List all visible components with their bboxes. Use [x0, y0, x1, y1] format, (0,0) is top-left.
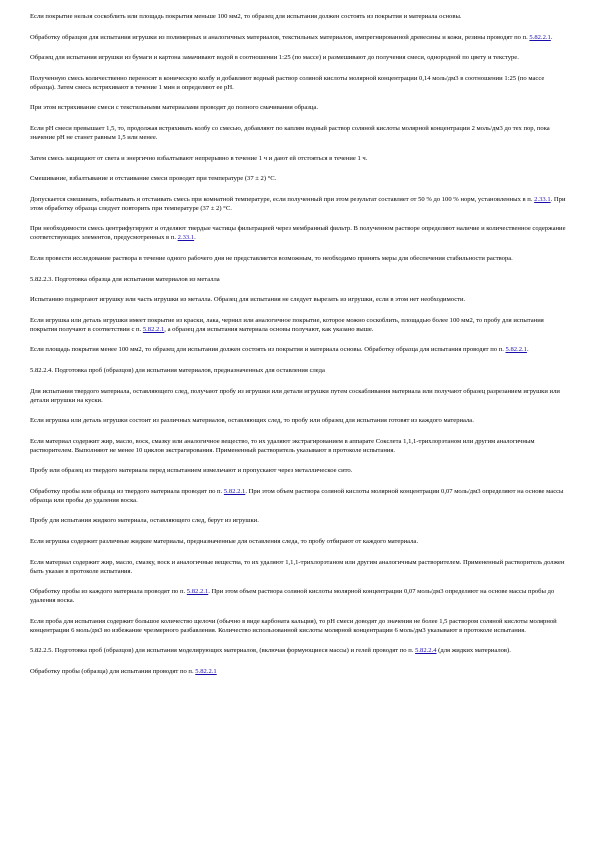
paragraph [30, 74, 570, 92]
paragraph-text: Обработку образцов для испытания игрушки из полимерных и аналогичных материалов, текстильных материалов, импрегнированной древесины и кожи, резины проводят по п. [30, 33, 530, 41]
paragraph-text: Смешивание, взбалтывание и отстаивание смеси проводят при температуре (37 ± 2) °С. [30, 175, 277, 183]
paragraph [30, 437, 570, 455]
paragraph-text: , а образец для испытания материала основы получают, как указано выше. [164, 325, 374, 333]
section-reference-link[interactable]: 5.82.2.1 [529, 33, 551, 41]
paragraph-text: . [194, 234, 196, 242]
paragraph [30, 487, 570, 505]
paragraph-text: 5.82.2.4. Подготовка проб (образцов) для испытания материалов, предназначенных для оставления следа [30, 366, 325, 374]
paragraph [30, 154, 570, 163]
paragraph [30, 558, 570, 576]
paragraph-text: Образец для испытания игрушки из бумаги и картона замачивают водой в соотношении 1:25 (по массе) и размешивают до получения смеси, однородной по цвету и текстуре. [30, 54, 519, 62]
paragraph-text: При этом встряхивание смеси с текстильными материалами проводят до полного смачивания образца. [30, 104, 318, 112]
paragraph [30, 12, 570, 21]
section-reference-link[interactable]: 2.33.1 [534, 195, 551, 203]
paragraph [30, 646, 570, 655]
paragraph-text: Затем смесь защищают от света и энергично взбалтывают непрерывно в течение 1 ч и дают ей отстояться в течение 1 ч. [30, 154, 368, 162]
paragraph-text: Если покрытие нельзя соскоблить или площадь покрытия меньше 100 мм2, то образец для испытания должен состоять из покрытия и материала основы. [30, 13, 462, 20]
paragraph [30, 587, 570, 605]
paragraph-text: Полученную смесь количественно переносят в коническую колбу и добавляют водный раствор соляной кислоты молярной концентрации 0,14 моль/дм3 в соотношении 1:25 (по массе образца). Затем смесь встряхивают в течение 1 мин и определяют ее pH. [30, 74, 545, 91]
paragraph-text: 5.82.2.3. Подготовка образца для испытания материалов из металла [30, 275, 220, 283]
paragraph [30, 387, 570, 405]
paragraph-text: Пробу или образец из твердого материала перед испытанием измельчают и пропускают через металлическое сито. [30, 467, 353, 475]
paragraph-text: Испытанию подвергают игрушку или часть игрушки из металла. Образец для испытания не следует вырезать из игрушки, если в этом нет необходимости. [30, 296, 466, 304]
document-body [30, 12, 570, 688]
paragraph [30, 537, 570, 546]
paragraph [30, 316, 570, 334]
section-reference-link[interactable]: 5.82.2.1 [223, 487, 246, 495]
paragraph [30, 516, 570, 525]
paragraph [30, 416, 570, 425]
paragraph [30, 366, 570, 375]
section-reference-link[interactable]: 5.82.2.1 [505, 346, 527, 354]
paragraph [30, 275, 570, 284]
paragraph-text: . При этом объем раствора соляной кислоты молярной концентрации 0,07 моль/дм3 определяют на основе массы образца или пробы до удаления воска. [30, 487, 564, 504]
paragraph-text: Для испытания твердого материала, оставляющего след, получают пробу из игрушки или детали игрушки путем соскабливания материала или получают образец разрезанием игрушки или детали игрушки на куски. [30, 387, 560, 404]
paragraph [30, 53, 570, 62]
paragraph [30, 295, 570, 304]
paragraph-text: Если провести исследование раствора в течение одного рабочего дня не представляется возможным, то необходимо принять меры для обеспечения стабильности раствора. [30, 254, 513, 262]
paragraph-text: Если проба для испытания содержит большое количество щелочи (обычно в виде карбоната кальция), то pH смеси доводят до значения не более 1,5 раствором соляной кислоты молярной концентрации 6 моль/дм3 во избежание чрезмерного разбавления. Количество использованной кислоты молярной концентрации 6 моль/дм3 указывают в протоколе испытания. [30, 617, 557, 634]
paragraph-text: Если материал содержит жир, масло, воск, смазку или аналогичное вещество, то их удаляют экстрагированием в аппарате Сокслета 1,1,1-трихлорэтаном или другим аналогичным растворителем. Выполняют не менее 10 циклов экстрагирования. Примененный растворитель указывают в протоколе испытания. [30, 437, 535, 454]
paragraph [30, 33, 570, 42]
paragraph-text: Если материал содержит жир, масло, смазку, воск и аналогичные вещества, то их удаляют 1,1,1-трихлорэтаном или другим аналогичным растворителем. Примененный растворитель должен быть указан в протоколе испытания. [30, 558, 565, 575]
section-reference-link[interactable]: 5.82.2.4 [415, 647, 437, 655]
section-reference-link[interactable]: 5.82.2.1 [142, 325, 165, 333]
paragraph-text: . [526, 346, 529, 354]
paragraph [30, 195, 570, 213]
paragraph-text: . При этом объем раствора соляной кислоты молярной концентрации 0,07 моль/дм3 определяют на основе массы пробы до удаления воска. [30, 588, 555, 605]
paragraph-text: . [550, 33, 553, 41]
paragraph [30, 124, 570, 142]
paragraph [30, 224, 570, 242]
paragraph-text: Обработку пробы или образца из твердого материала проводят по п. [30, 487, 224, 495]
paragraph [30, 667, 570, 676]
paragraph [30, 254, 570, 263]
paragraph [30, 174, 570, 183]
paragraph [30, 617, 570, 635]
paragraph-text: Если игрушка содержит различные жидкие материалы, предназначенные для оставления следа, то пробу отбирают от каждого материала. [30, 538, 419, 546]
paragraph-text: . При этом обработку образца следует повторить при температуре (37 ± 2) °С. [30, 195, 566, 212]
section-reference-link[interactable]: 2.33.1 [177, 234, 195, 242]
paragraph-text: При необходимости смесь центрифугируют и отделяют твердые частицы фильтрацией через мембранный фильтр. В полученном растворе определяют наличие и количественное содержание соответствующих элементов, предусмотренных в п. [30, 225, 566, 242]
section-reference-link[interactable]: 5.82.2.1 [186, 588, 209, 596]
paragraph-text: 5.82.2.5. Подготовка проб (образцов) для испытания моделирующих материалов, (включая формующиеся массы) и гелей проводят по п. [30, 647, 416, 655]
paragraph-text: (для жидких материалов). [436, 647, 511, 655]
section-reference-link[interactable]: 5.82.2.1 [195, 668, 217, 676]
paragraph-text: Пробу для испытания жидкого материала, оставляющего след, берут из игрушки. [30, 517, 259, 525]
paragraph-text: Если площадь покрытия менее 100 мм2, то образец для испытания должен состоять из покрытия и материала основы. Обработку образца для испытания проводят по п. [30, 346, 506, 354]
paragraph-text: Если игрушка или деталь игрушки имеет покрытие из краски, лака, чернил или аналогичное покрытие, которое можно соскоблить, площадью более 100 мм2, то пробу для испытания покрытия получают в соответствии с п. [30, 316, 544, 333]
paragraph [30, 466, 570, 475]
paragraph-text: Обработку пробы из каждого материала проводят по п. [30, 588, 187, 596]
paragraph-text: Обработку пробы (образца) для испытания проводят по п. [30, 668, 196, 676]
paragraph-text: Если игрушка или деталь игрушки состоит из различных материалов, оставляющих след, то пробу или образец для испытания готовят из каждого материала. [30, 417, 474, 425]
paragraph [30, 103, 570, 112]
paragraph-text: Если pH смеси превышает 1,5, то, продолжая встряхивать колбу со смесью, добавляют по каплям водный раствор соляной кислоты молярной концентрации 2 моль/дм3 до тех пор, пока значение pH не станет равным 1,5 или менее. [30, 124, 550, 141]
paragraph [30, 345, 570, 354]
paragraph-text: Допускается смешивать, взбалтывать и отстаивать смесь при комнатной температуре, если полученный при этом результат составляет от 50 % до 100 % норм, установленных в п. [30, 195, 535, 203]
